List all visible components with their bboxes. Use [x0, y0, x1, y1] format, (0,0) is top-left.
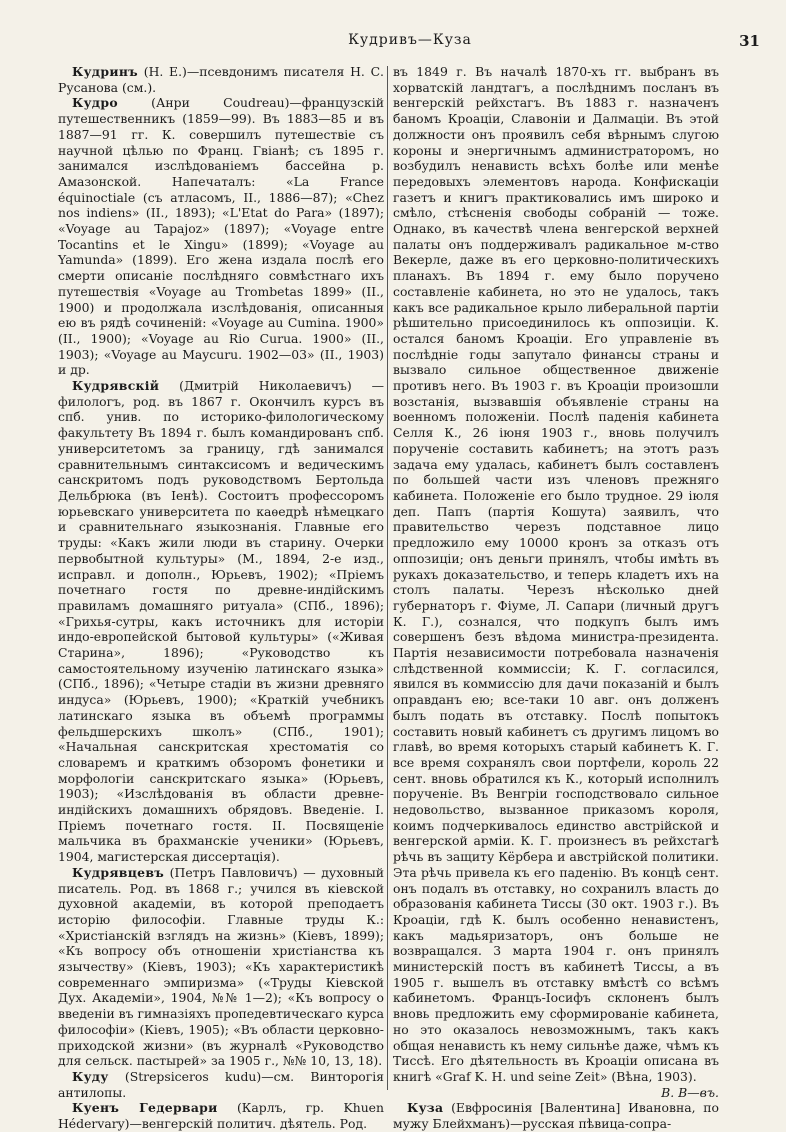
- entry-headword: Кудринъ: [72, 64, 138, 79]
- entry-kudryavskiy: [58, 378, 384, 865]
- entry-kudrin: [58, 64, 384, 95]
- entry-text: (Н. Е.)—псевдонимъ писателя Н. С. Русанова (см.).: [58, 64, 384, 95]
- page-header: [60, 32, 760, 58]
- entry-text: (Дмитрій Николаевичъ) —филологъ, род. въ 1867 г. Окончилъ курсъ въ спб. унив. по историко-филологическому факультету Въ 1894 г. былъ командированъ спб. университетомъ за границу, гдѣ занимался сравнительнымъ синтаксисомъ и ведическимъ санскритомъ подъ руководствомъ Бертольда Дельбрюка (въ Іенѣ). Состоитъ профессоромъ юрьевскаго университета по каѳедрѣ нѣмецкаго и сравнительнаго языкознанія. Главные его труды: «Какъ жили люди въ старину. Очерки первобытной культуры» (М., 1894, 2-е изд., исправл. и дополн., Юрьевъ, 1902); «Пріемъ почетнаго гостя по древне-индійскимъ правиламъ домашняго ритуала» (СПб., 1896); «Грихья-сутры, какъ источникъ для исторіи индо-европейской бытовой культуры» («Живая Старина», 1896); «Руководство къ самостоятельному изученію латинскаго языка» (СПб., 1896); «Четыре стадіи въ жизни древняго индуса» (Юрьевъ, 1900); «Краткій учебникъ латинскаго языка въ объемѣ программы фельдшерскихъ школъ» (СПб., 1901); «Начальная санскритская хрестоматія со словаремъ и краткимъ обзоромъ фонетики и морфологіи санскритскаго языка» (Юрьевъ, 1903); «Изслѣдованія въ области древне-индійскихъ домашнихъ обрядовъ. Введеніе. I. Пріемъ почетнаго гостя. II. Посвященіе мальчика въ брахманскіе ученики» (Юрьевъ, 1904, магистерская диссертація).: [58, 378, 384, 865]
- entry-continuation: [393, 64, 719, 1085]
- entry-headword: Куду: [72, 1069, 109, 1084]
- author-signature: В. В—въ.: [661, 1084, 719, 1100]
- entry-text: (Strepsiceros kudu)—см. Винторогія антилопы.: [58, 1069, 384, 1100]
- left-column: [58, 64, 384, 1132]
- column-divider: [387, 66, 388, 1090]
- entry-khuen-hedervary: [58, 1100, 384, 1131]
- entry-kudro: [58, 95, 384, 378]
- entry-kuza: [393, 1100, 719, 1131]
- entry-headword: Кудрявцевъ: [72, 864, 165, 880]
- entry-headword: Куза: [407, 1100, 444, 1116]
- entry-text: (Петръ Павловичъ) — духовный писатель. Род. въ 1868 г.; учился въ кіевской духовной академіи, въ которой преподаетъ исторію философіи. Главные труды К.: «Христіанскій взглядъ на жизнь» (Кіевъ, 1899); «Къ вопросу объ отношеніи христіанства къ язычеству» (Кіевъ, 1903); «Къ характеристикѣ современнаго эмпиризма» («Труды Кіевской Дух. Академіи», 1904, №№ 1—2); «Къ вопросу о введеніи въ гимназіяхъ пропедевтическаго курса философіи» (Кіевъ, 1905); «Въ области церковно-приходской жизни» (въ журналѣ «Руководство для сельск. пастырей» за 1905 г., №№ 10, 13, 18).: [58, 864, 384, 1069]
- entry-headword: Кудро: [72, 95, 118, 111]
- entry-text: (Карлъ, гр. Khuen Hédervary)—венгерскій политич. дѣятель. Род.: [58, 1100, 384, 1132]
- entry-text: (Анри Coudreau)—французскій путешественникъ (1859—99). Въ 1883—85 и въ 1887—91 гг. К. совершилъ путешествіе съ научной цѣлью по Франц. Гвіанѣ; съ 1895 г. занимался изслѣдованіемъ бассейна р. Амазонской. Напечаталъ: «La France équinoctiale (съ атласомъ, II., 1886—87); «Chez nos indiens» (II., 1893); «L'Etat do Para» (1897); «Voyage au Tapajoz» (1897); «Voyage entre Tocantins et le Xingu» (1899); «Voyage au Yamunda» (1899). Его жена издала послѣ его смерти описаніе послѣдняго совмѣстнаго ихъ путешествія «Voyage au Trombetas 1899» (II., 1900) и продолжала изслѣдованія, описанныя ею въ рядѣ сочиненій: «Voyage au Cumina. 1900» (II., 1900); «Voyage au Rio Curua. 1900» (II., 1903); «Voyage au Maycuru. 1902—03» (II., 1903) и др.: [58, 95, 384, 378]
- entry-kudu: [58, 1069, 384, 1100]
- running-head: Кудривъ—Куза: [348, 32, 472, 48]
- entry-kudryavtsev: [58, 865, 384, 1069]
- entry-headword: Кудрявскій: [72, 378, 160, 394]
- entry-text: (Евфросинія [Валентина] Ивановна, по мужу Блейхманъ)—русская пѣвица-сопра-: [393, 1100, 719, 1132]
- page-number: 31: [739, 32, 760, 50]
- right-column: [393, 64, 719, 1132]
- entry-headword: Куенъ Гедервари: [72, 1100, 218, 1116]
- entry-text: въ 1849 г. Въ началѣ 1870-хъ гг. выбранъ въ хорватскій ландтагъ, а послѣднимъ посланъ въ венгерскій рейхстагъ. Въ 1883 г. назначенъ баномъ Кроаціи, Славоніи и Далмаціи. Въ этой должности онъ проявилъ себя вѣрнымъ слугою короны и энергичнымъ администраторомъ, но возбудилъ ненависть всѣхъ болѣе или менѣе передовыхъ элементовъ народа. Конфискаціи газетъ и книгъ практиковались имъ широко и смѣло, стѣсненія свободы собраній — тоже. Однако, въ качествѣ члена венгерской верхней палаты онъ поддерживалъ радикальное м-ство Векерле, даже въ его церковно-политическихъ планахъ. Въ 1894 г. ему было поручено составленіе кабинета, но это не удалось, такъ какъ все радикальное крыло либеральной партіи рѣшительно присоединилось къ оппозиціи. К. остался баномъ Кроаціи. Его управленіе въ послѣдніе годы запутало финансы страны и вызвало сильное общественное движеніе противъ него. Въ 1903 г. въ Кроаціи произошли возстанія, вызвавшія объявленіе страны на военномъ положеніи. Послѣ паденія кабинета Селля К., 26 іюня 1903 г., вновь получилъ порученіе составить кабинетъ; на этотъ разъ задача ему удалась, кабинетъ былъ составленъ по большей части изъ членовъ прежняго кабинета. Положеніе его было трудное. 29 іюля деп. Папъ (партія Кошута) заявилъ, что правительство черезъ подставное лицо предложило ему 10000 кронъ за отказъ отъ оппозиціи; онъ деньги принялъ, чтобы имѣть въ рукахъ доказательство, и теперь кладетъ ихъ на столъ палаты. Черезъ нѣсколько дней губернаторъ г. Фіуме, Л. Сапари (личный другъ К. Г.), сознался, что подкупъ былъ имъ совершенъ безъ вѣдома министра-президента. Партія независимости потребовала назначенія слѣдственной коммиссіи; К. Г. согласился, явился въ коммиссію для дачи показаній и былъ оправданъ ею; все-таки 10 авг. онъ долженъ былъ подать въ отставку. Послѣ попытокъ составить новый кабинетъ съ другимъ лицомъ во главѣ, во время которыхъ старый кабинетъ К. Г. все время сохранялъ свои портфели, король 22 сент. вновь обратился къ К., который исполнилъ порученіе. Въ Венгріи господствовало сильное недовольство, вызванное приказомъ короля, коимъ подчеркивалось единство австрійской и венгерской арміи. К. Г. произнесъ въ рейхстагѣ рѣчь въ защиту Кёрбера и австрійской политики. Эта рѣчь привела къ его паденію. Въ концѣ сент. онъ подалъ въ отставку, но сохранилъ власть до образованія кабинета Тиссы (30 окт. 1903 г.). Въ Кроаціи, гдѣ К. былъ особенно ненавистенъ, какъ мадьяризаторъ, онъ больше не возвращался. 3 марта 1904 г. онъ принялъ министерскій постъ въ кабинетѣ Тиссы, а въ 1905 г. вышелъ въ отставку вмѣстѣ со всѣмъ кабинетомъ. Францъ-Іосифъ склоненъ былъ вновь предложить ему сформированіе кабинета, но это оказалось невозможнымъ, такъ какъ общая ненависть къ нему сильнѣе даже, чѣмъ къ Тиссѣ. Его дѣятельность въ Кроаціи описана въ книгѣ «Graf K. H. und seine Zeit» (Вѣна, 1903).: [393, 64, 719, 1084]
